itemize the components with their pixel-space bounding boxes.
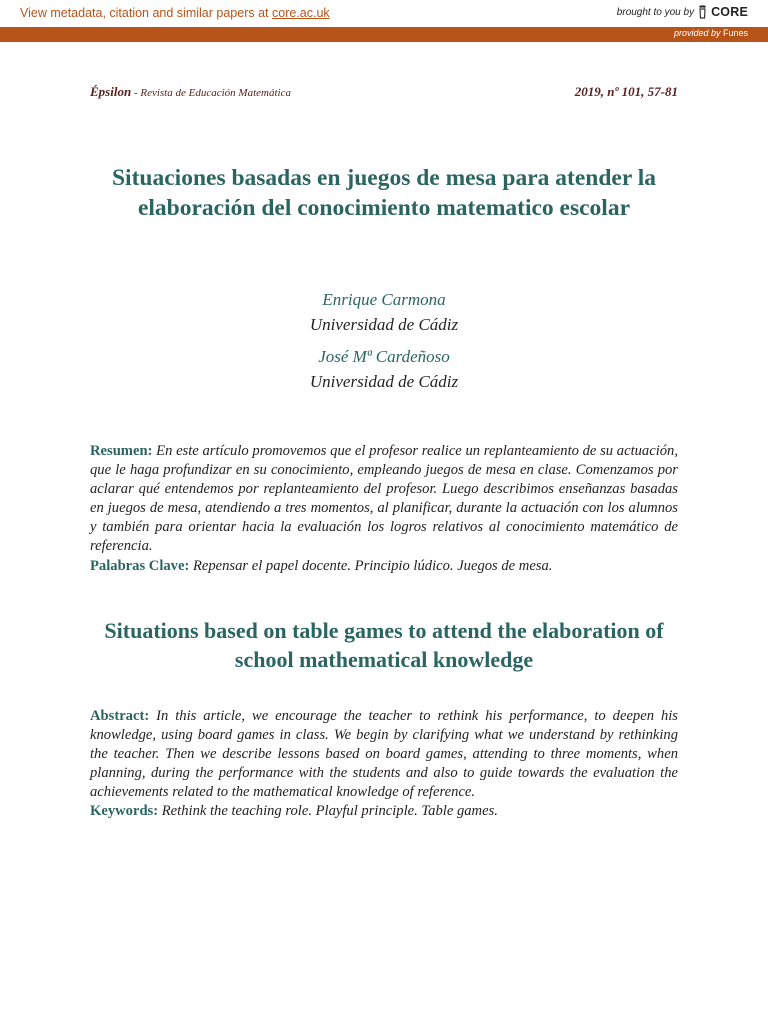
- abstract-label: Abstract: [90, 708, 145, 724]
- resumen-text: En este artículo promovemos que el profesor realice un replanteamiento de su actuación, que le haga profundizar en su conocimiento, empleando juegos de mesa en clase. Comenzamos por aclarar qué entendemos por replanteamiento del profesor. Luego describimos enseñanzas basadas en juegos de mesa, atendiendo a tres momentos, al planificar, durante la actuación con los alumnos y también para orientar hacia la evaluación los logros relativos al conocimiento matemático de referencia.: [90, 443, 678, 555]
- core-logo-text: CORE: [711, 5, 748, 19]
- title-english: Situations based on table games to attend the elaboration of school mathematical knowledge: [104, 618, 664, 672]
- journal-info: [90, 84, 291, 100]
- author-affiliation: Universidad de Cádiz: [309, 315, 459, 334]
- keywords-text: Rethink the teaching role. Playful principle. Table games.: [161, 803, 498, 820]
- authors: [90, 287, 678, 401]
- resumen-section: [90, 442, 678, 576]
- journal-name: Épsilon: [90, 84, 132, 99]
- journal-subtitle: - Revista de Educación Matemática: [133, 87, 291, 99]
- core-link-prefix: View metadata, citation and similar papers at: [20, 6, 269, 20]
- core-logo-icon: [697, 5, 708, 19]
- resumen-paragraph: Resumen: En este artículo promovemos que el profesor realice un replanteamiento de su actuación, que le haga profundizar en su conocimiento, empleando juegos de mesa en clase. Comenzamos por aclarar qué entendemos por replanteamiento del profesor. Luego describimos enseñanzas basadas en juegos de mesa, atendiendo a tres momentos, al planificar, durante la actuación con los alumnos y también para orientar hacia la evaluación los logros relativos al conocimiento matemático de referencia.: [90, 443, 678, 555]
- author-name: José Mª Cardeñoso: [318, 347, 450, 366]
- running-header: [90, 84, 678, 100]
- keywords-paragraph: Keywords: Rethink the teaching role. Playful principle. Table games.: [90, 803, 498, 820]
- provided-by[interactable]: [674, 28, 748, 38]
- palabras-clave-text: Repensar el papel docente. Principio lúdico. Juegos de mesa.: [192, 557, 553, 574]
- citation: 2019, nº 101, 57-81: [574, 84, 678, 99]
- core-brand[interactable]: [617, 5, 748, 19]
- palabras-clave-label: Palabras Clave: [90, 557, 185, 574]
- provider-name: Funes: [722, 28, 748, 38]
- abstract-text: In this article, we encourage the teacher to rethink his performance, to deepen his knowledge, using board games in class. We begin by clarifying what we understand by rethinking the teacher. Then we describe lessons based on board games, attending to three moments, when planning, during the performance with the students and also to guide towards the evaluation the achievements related to the mathematical knowledge of reference.: [90, 708, 678, 801]
- resumen-label: Resumen: [90, 443, 148, 459]
- provider-bar: [0, 27, 768, 42]
- author-name: Enrique Carmona: [322, 290, 446, 309]
- abstract-section: [90, 707, 678, 822]
- author-affiliation: Universidad de Cádiz: [309, 372, 459, 391]
- provided-by-label: provided by: [673, 28, 721, 38]
- core-metadata-link[interactable]: [20, 6, 330, 20]
- palabras-clave-paragraph: Palabras Clave: Repensar el papel docente. Principio lúdico. Juegos de mesa.: [90, 557, 553, 574]
- title-spanish: Situaciones basadas en juegos de mesa para atender la elaboración del conocimiento matematico escolar: [111, 165, 656, 221]
- keywords-label: Keywords: [90, 803, 154, 820]
- core-ac-uk-link[interactable]: core.ac.uk: [272, 6, 330, 20]
- abstract-paragraph: Abstract: In this article, we encourage the teacher to rethink his performance, to deepen his knowledge, using board games in class. We begin by clarifying what we understand by rethinking the teacher. Then we describe lessons based on board games, attending to three moments, when planning, during the performance with the students and also to guide towards the evaluation the achievements related to the mathematical knowledge of reference.: [90, 708, 678, 801]
- core-banner: [0, 0, 768, 28]
- brought-by-label: brought to you by: [616, 6, 695, 18]
